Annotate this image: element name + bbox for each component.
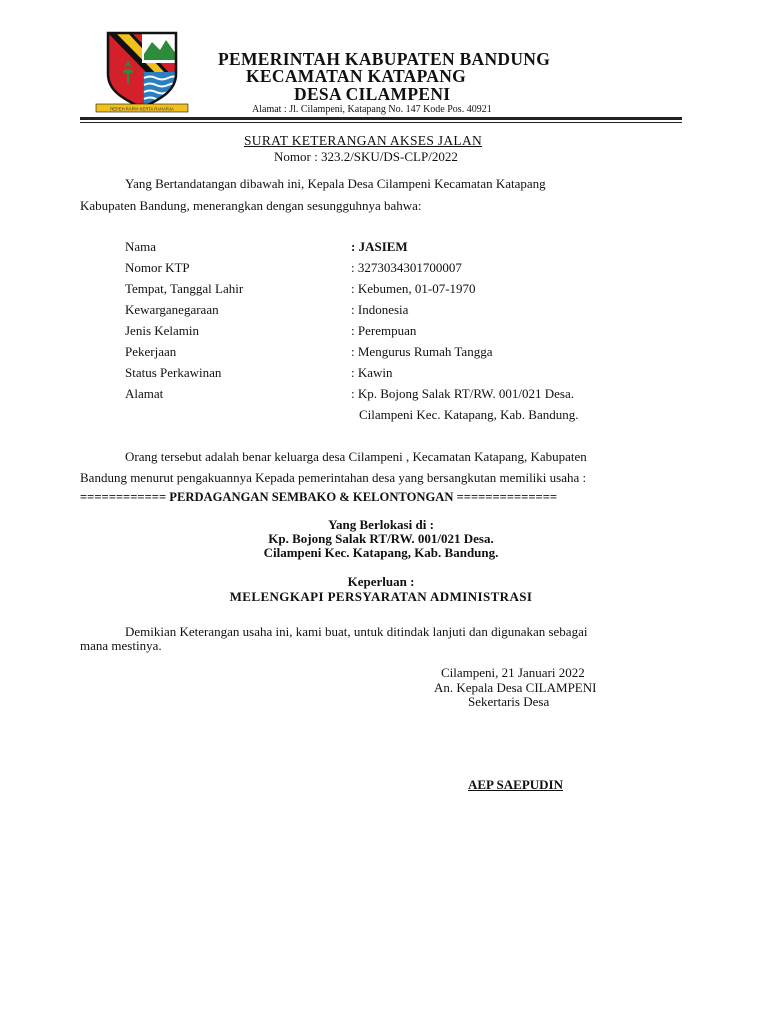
closing-line-1: Demikian Keterangan usaha ini, kami buat, untuk ditindak lanjuti dan digunakan sebagai	[125, 624, 588, 639]
field-value-address-continuation: Cilampeni Kec. Katapang, Kab. Bandung.	[359, 407, 579, 422]
svg-text:REPEH RAPIH KERTA RAHARJA: REPEH RAPIH KERTA RAHARJA	[110, 106, 174, 112]
field-value-name: : JASIEM	[351, 239, 408, 254]
field-label-marital: Status Perkawinan	[125, 365, 222, 380]
intro-line-1: Yang Bertandatangan dibawah ini, Kepala Desa Cilampeni Kecamatan Katapang	[125, 176, 546, 191]
field-value-gender: : Perempuan	[351, 323, 417, 338]
business-type: ============ PERDAGANGAN SEMBAKO & KELONTONGAN ==============	[80, 490, 558, 504]
header-address: Alamat : Jl. Cilampeni, Katapang No. 147 Kode Pos. 40921	[252, 104, 492, 115]
header-rule-thick	[80, 117, 682, 120]
field-value-citizenship: : Indonesia	[351, 302, 409, 317]
purpose-title: Keperluan :	[347, 574, 415, 589]
statement-line-1: Orang tersebut adalah benar keluarga desa Cilampeni , Kecamatan Katapang, Kabupaten	[125, 449, 587, 464]
signature-on-behalf: An. Kepala Desa CILAMPENI	[434, 680, 597, 695]
field-value-occupation: : Mengurus Rumah Tangga	[351, 344, 493, 359]
location-line-1: Kp. Bojong Salak RT/RW. 001/021 Desa.	[268, 531, 494, 546]
bandung-regency-emblem	[92, 28, 192, 114]
field-label-occupation: Pekerjaan	[125, 344, 177, 359]
signature-position: Sekertaris Desa	[468, 694, 550, 709]
header-government: PEMERINTAH KABUPATEN BANDUNG	[218, 49, 551, 69]
field-label-name: Nama	[125, 239, 157, 254]
field-label-ktp: Nomor KTP	[125, 260, 190, 275]
document-title: SURAT KETERANGAN AKSES JALAN	[244, 133, 483, 148]
location-line-2: Cilampeni Kec. Katapang, Kab. Bandung.	[263, 545, 499, 560]
header-rule-thin	[80, 122, 682, 123]
purpose-text: MELENGKAPI PERSYARATAN ADMINISTRASI	[229, 589, 533, 604]
field-value-address: : Kp. Bojong Salak RT/RW. 001/021 Desa.	[351, 386, 574, 401]
field-label-address: Alamat	[125, 386, 164, 401]
header-district: KECAMATAN KATAPANG	[246, 66, 467, 86]
field-value-birth: : Kebumen, 01-07-1970	[351, 281, 476, 296]
field-label-gender: Jenis Kelamin	[125, 323, 200, 338]
field-label-birth: Tempat, Tanggal Lahir	[125, 281, 244, 296]
header-village: DESA CILAMPENI	[294, 84, 451, 104]
field-value-marital: : Kawin	[351, 365, 393, 380]
document-number: Nomor : 323.2/SKU/DS-CLP/2022	[274, 149, 458, 164]
signatory-name: AEP SAEPUDIN	[468, 777, 563, 792]
statement-line-2: Bandung menurut pengakuannya Kepada pemerintahan desa yang bersangkutan memiliki usaha :	[80, 470, 587, 485]
field-label-citizenship: Kewarganegaraan	[125, 302, 219, 317]
intro-line-2: Kabupaten Bandung, menerangkan dengan sesungguhnya bahwa:	[80, 198, 422, 213]
location-title: Yang Berlokasi di :	[328, 517, 434, 532]
field-value-ktp: : 3273034301700007	[351, 260, 462, 275]
closing-line-2: mana mestinya.	[80, 638, 162, 653]
signature-place-date: Cilampeni, 21 Januari 2022	[441, 665, 585, 680]
